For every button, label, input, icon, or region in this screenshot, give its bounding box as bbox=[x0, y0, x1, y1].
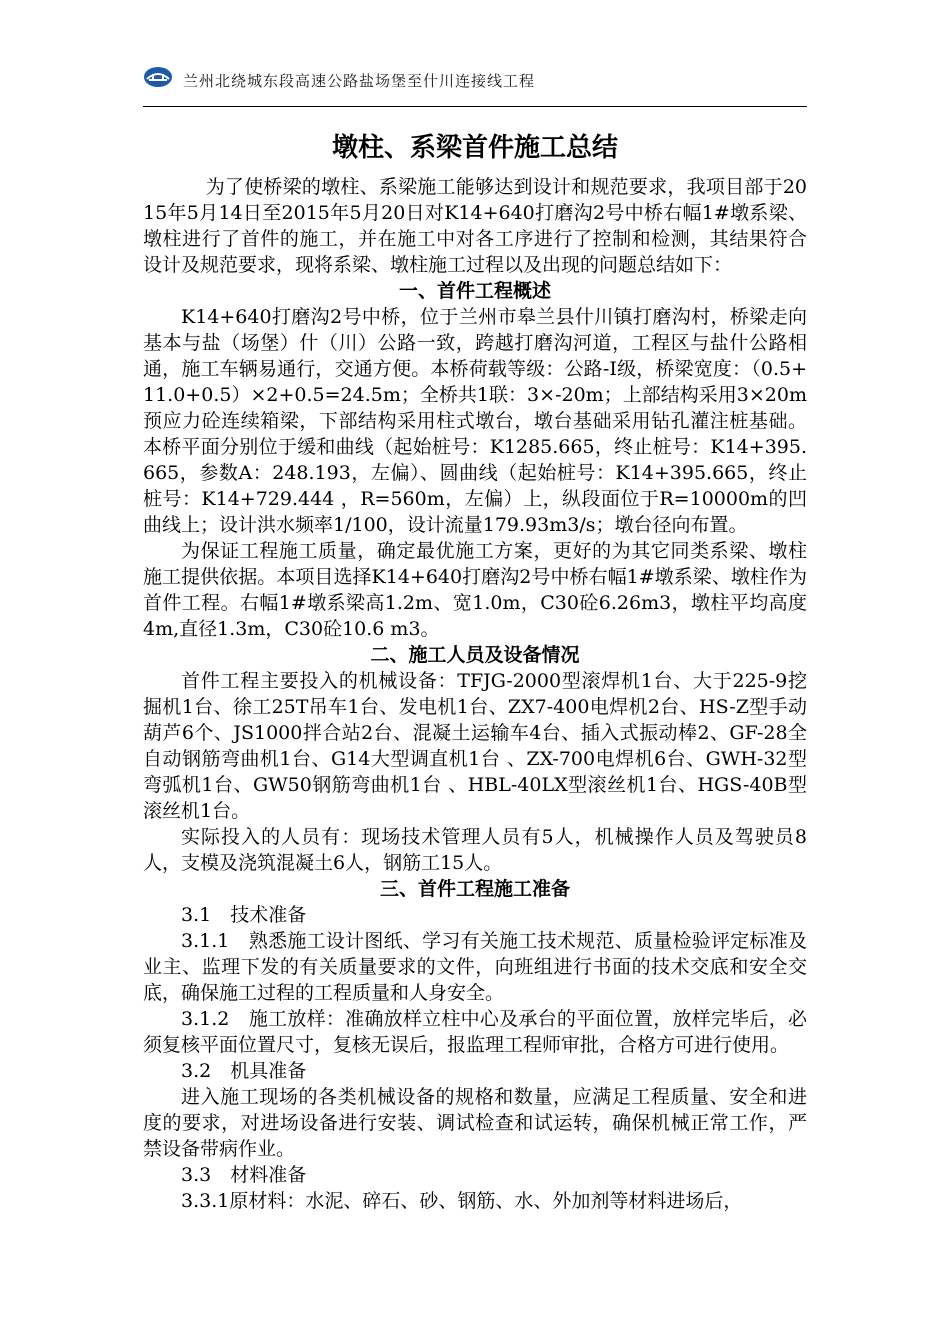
section-2-paragraph-1: 首件工程主要投入的机械设备：TFJG-2000型滚焊机1台、大于225-9挖掘机1台、徐工25T吊车1台、发电机1台、ZX7-400电焊机2台、HS-Z型手动葫芦6个、JS1000拌合站2台、混凝土运输车4台、插入式振动棒2、GF-28全自动钢筋弯曲机1台、G14大型调直机1台 、ZX-700电焊机6台、GWH-32型弯弧机1台、GW50钢筋弯曲机1台 、HBL-40LX型滚丝机1台、HGS-40B型滚丝机1台。 bbox=[143, 670, 807, 822]
subsection-3-3-1-paragraph: 3.3.1原材料：水泥、碎石、砂、钢筋、水、外加剂等材料进场后， bbox=[181, 1190, 743, 1212]
subsection-3-2-paragraph: 进入施工现场的各类机械设备的规格和数量，应满足工程质量、安全和进度的要求，对进场设备进行安装、调试检查和试运转，确保机械正常工作，严禁设备带病作业。 bbox=[143, 1086, 807, 1160]
section-1-paragraph-2: 为保证工程施工质量，确定最优施工方案，更好的为其它同类系梁、墩柱施工提供依据。本项目选择K14+640打磨沟2号中桥右幅1#墩系梁、墩柱作为首件工程。右幅1#墩系梁高1.2m、宽1.0m，C30砼6.26m3，墩柱平均高度4m,直径1.3m，C30砼10.6 m3。 bbox=[143, 540, 807, 640]
section-2-paragraph-2: 实际投入的人员有：现场技术管理人员有5人，机械操作人员及驾驶员8人，支模及浇筑混凝土6人，钢筋工15人。 bbox=[143, 826, 807, 874]
section-1-paragraph-1: K14+640打磨沟2号中桥，位于兰州市皋兰县什川镇打磨沟村，桥梁走向基本与盐（场堡）什（川）公路一致，跨越打磨沟河道，工程区与盐什公路相通，施工车辆易通行，交通方便。本桥荷载等级：公路-Ⅰ级，桥梁宽度：（0.5+11.0+0.5）×2+0.5=24.5m；全桥共1联：3×-20m；上部结构采用3×20m预应力砼连续箱梁，下部结构采用柱式墩台，墩台基础采用钻孔灌注桩基础。本桥平面分别位于缓和曲线（起始桩号：K1285.665，终止桩号：K14+395.665，参数A：248.193，左偏）、圆曲线（起始桩号：K14+395.665，终止桩号：K14+729.444 ，R=560m，左偏）上，纵段面位于R=10000m的凹曲线上；设计洪水频率1/100，设计流量179.93m3/s；墩台径向布置。 bbox=[143, 306, 807, 536]
page-header bbox=[143, 62, 807, 108]
header-divider bbox=[143, 106, 807, 107]
subsection-3-1-heading: 3.1 技术准备 bbox=[181, 904, 307, 926]
document-body bbox=[143, 130, 807, 1214]
subsection-3-2-heading: 3.2 机具准备 bbox=[181, 1060, 307, 1082]
section-2-heading: 二、施工人员及设备情况 bbox=[370, 644, 580, 666]
section-3-heading: 三、首件工程施工准备 bbox=[379, 878, 570, 900]
subsection-3-3-heading: 3.3 材料准备 bbox=[181, 1164, 307, 1186]
section-1-heading: 一、首件工程概述 bbox=[398, 280, 551, 302]
intro-paragraph: 为了使桥梁的墩柱、系梁施工能够达到设计和规范要求，我项目部于2015年5月14日至2015年5月20日对K14+640打磨沟2号中桥右幅1#墩系梁、墩柱进行了首件的施工，并在施工中对各工序进行了控制和检测，其结果符合设计及规范要求，现将系梁、墩柱施工过程以及出现的问题总结如下： bbox=[143, 176, 807, 276]
company-logo-icon bbox=[143, 66, 173, 88]
header-project-name: 兰州北绕城东段高速公路盐场堡至什川连接线工程 bbox=[183, 72, 536, 90]
document-title: 墩柱、系梁首件施工总结 bbox=[331, 133, 618, 163]
subsection-3-1-2-paragraph: 3.1.2 施工放样：准确放样立柱中心及承台的平面位置，放样完毕后，必须复核平面位置尺寸，复核无误后，报监理工程师审批，合格方可进行使用。 bbox=[143, 1008, 807, 1056]
subsection-3-1-1-paragraph: 3.1.1 熟悉施工设计图纸、学习有关施工技术规范、质量检验评定标准及业主、监理下发的有关质量要求的文件，向班组进行书面的技术交底和安全交底，确保施工过程的工程质量和人身安全。 bbox=[143, 930, 807, 1004]
